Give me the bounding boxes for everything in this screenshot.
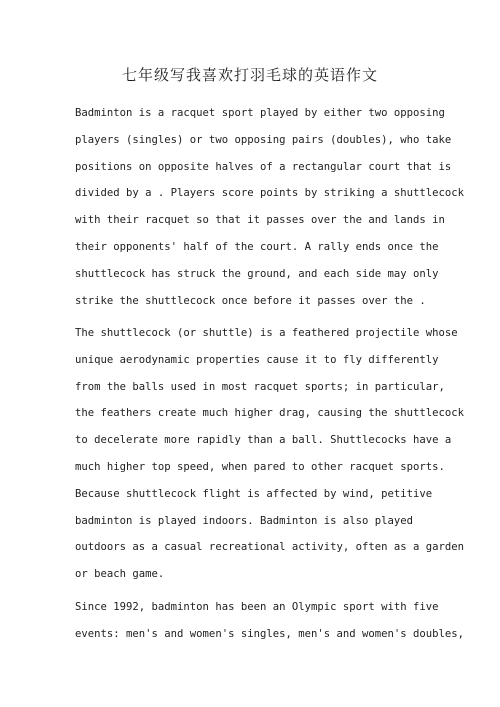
document-title: 七年级写我喜欢打羽毛球的英语作文 xyxy=(121,66,378,84)
text-line: players (singles) or two opposing pairs (doubles), who take xyxy=(75,133,452,146)
text-line: much higher top speed, when pared to other racquet sports. xyxy=(75,460,445,473)
text-line: with their racquet so that it passes over the and lands in xyxy=(75,214,445,227)
text-line: Since 1992, badminton has been an Olympic sport with five xyxy=(75,601,439,613)
text-line: the feathers create much higher drag, causing the shuttlecock xyxy=(75,407,465,420)
text-line: or beach game. xyxy=(75,568,165,581)
text-line: Because shuttlecock flight is affected by wind, petitive xyxy=(75,487,433,500)
text-line: unique aerodynamic properties cause it to fly differently xyxy=(75,353,439,366)
text-line: positions on opposite halves of a rectangular court that is xyxy=(75,160,452,173)
text-line: outdoors as a casual recreational activity, often as a garden xyxy=(75,541,465,554)
paragraph xyxy=(75,320,465,588)
text-line: from the balls used in most racquet sports; in particular, xyxy=(75,380,445,393)
text-line: events: men's and women's singles, men's and women's doubles, xyxy=(75,627,465,640)
text-line: strike the shuttlecock once before it passes over the . xyxy=(75,294,426,307)
text-line: divided by a . Players score points by striking a shuttlecock xyxy=(75,187,465,200)
paragraph xyxy=(75,594,465,648)
paragraph xyxy=(75,100,465,314)
text-line: shuttlecock has struck the ground, and each side may only xyxy=(75,267,439,280)
text-line: their opponents' half of the court. A rally ends once the xyxy=(75,240,439,253)
text-line: The shuttlecock (or shuttle) is a feathered projectile whose xyxy=(75,327,458,339)
text-line: to decelerate more rapidly than a ball. Shuttlecocks have a xyxy=(75,434,452,447)
text-line: badminton is played indoors. Badminton is also played xyxy=(75,514,414,527)
text-line: Badminton is a racquet sport played by either two opposing xyxy=(75,107,445,119)
